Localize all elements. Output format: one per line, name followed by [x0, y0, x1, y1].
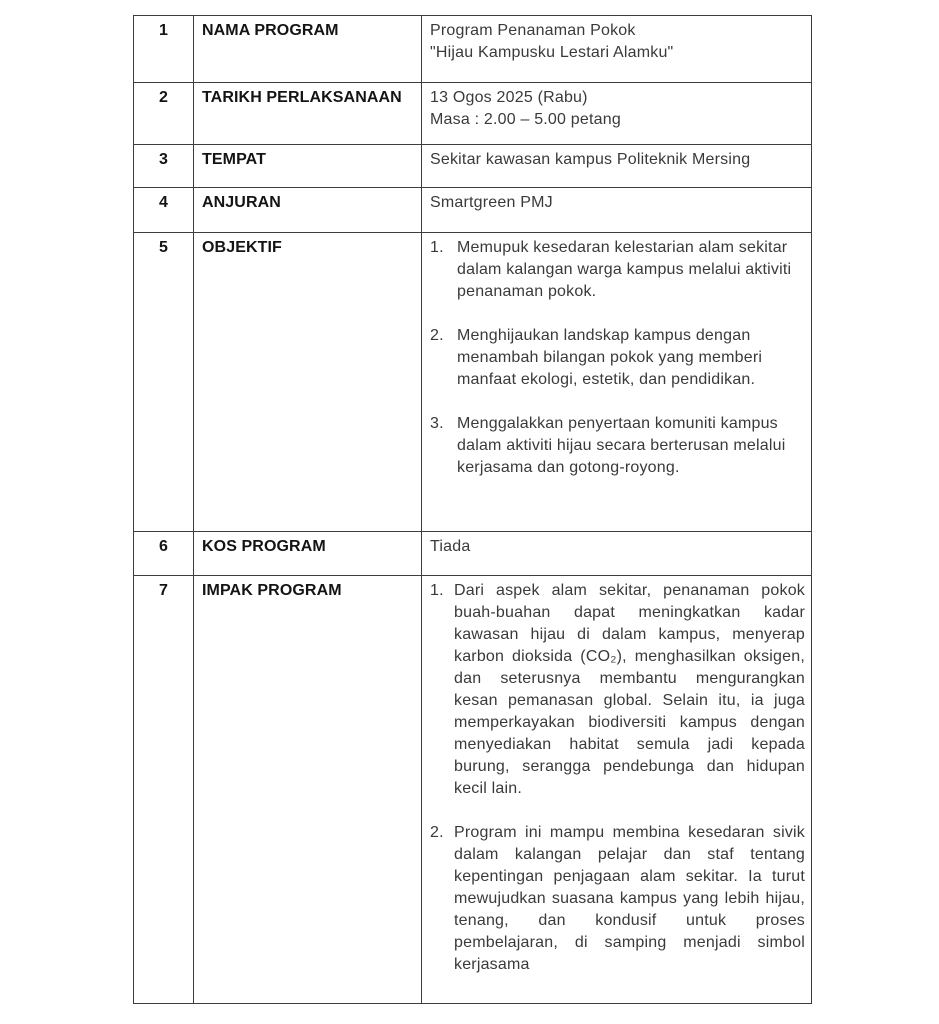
- table-row: [134, 576, 812, 1004]
- row-number: 4: [134, 188, 194, 233]
- program-info-table: [133, 15, 812, 1004]
- list-item-number: 2.: [430, 824, 444, 841]
- row-content: [422, 83, 812, 145]
- row-content: [422, 188, 812, 233]
- content-line: "Hijau Kampusku Lestari Alamku": [430, 44, 674, 61]
- row-label: OBJEKTIF: [194, 233, 422, 532]
- table-row: [134, 532, 812, 576]
- table-row: [134, 83, 812, 145]
- list-item-number: 2.: [430, 327, 444, 344]
- list-item-number: 1.: [430, 239, 444, 256]
- list-item-text: Memupuk kesedaran kelestarian alam sekitar dalam kalangan warga kampus melalui aktiviti penanaman pokok.: [457, 239, 792, 300]
- clipped-content-area: [430, 580, 805, 999]
- table-row: [134, 145, 812, 188]
- content-line: Tiada: [430, 538, 471, 555]
- list-item: [430, 325, 805, 391]
- content-line: 13 Ogos 2025 (Rabu): [430, 89, 588, 106]
- content-line: Program Penanaman Pokok: [430, 22, 636, 39]
- row-label: ANJURAN: [194, 188, 422, 233]
- list-item-text: Menghijaukan landskap kampus dengan menambah bilangan pokok yang memberi manfaat ekologi, estetik, dan pendidikan.: [457, 327, 763, 388]
- list-item: [430, 413, 805, 479]
- row-content: [422, 145, 812, 188]
- table-row: [134, 16, 812, 83]
- row-label: NAMA PROGRAM: [194, 16, 422, 83]
- list-item-text: Program ini mampu membina kesedaran sivik dalam kalangan pelajar dan staf tentang kepentingan penjagaan alam sekitar. Ia turut mewujudkan suasana kampus yang lebih hijau, tenang, dan kondusif untuk proses pembelajaran, di samping menjadi simbol kerjasama: [454, 824, 805, 973]
- row-content: [422, 233, 812, 532]
- list-item-text: Menggalakkan penyertaan komuniti kampus dalam aktiviti hijau secara berterusan melalui kerjasama dan gotong-royong.: [457, 415, 786, 476]
- content-line: Masa : 2.00 – 5.00 petang: [430, 111, 621, 128]
- row-label: KOS PROGRAM: [194, 532, 422, 576]
- row-number: 3: [134, 145, 194, 188]
- list-item-number: 1.: [430, 582, 444, 599]
- table-row: [134, 188, 812, 233]
- row-number: 5: [134, 233, 194, 532]
- row-number: 1: [134, 16, 194, 83]
- list-item-text: Dari aspek alam sekitar, penanaman pokok buah-buahan dapat meningkatkan kadar kawasan hijau di dalam kampus, menyerap karbon dioksida (CO₂), menghasilkan oksigen, dan seterusnya membantu mengurangkan kesan pemanasan global. Selain itu, ia juga memperkayakan biodiversiti kampus dengan menyediakan habitat semula jadi kepada burung, serangga pendebunga dan hidupan kecil lain.: [454, 582, 805, 797]
- list-item: [430, 580, 805, 800]
- list-item: [430, 237, 805, 303]
- row-number: 2: [134, 83, 194, 145]
- row-content: [422, 576, 812, 1004]
- row-label: TARIKH PERLAKSANAAN: [194, 83, 422, 145]
- table-row: [134, 233, 812, 532]
- row-label: IMPAK PROGRAM: [194, 576, 422, 1004]
- list-item-number: 3.: [430, 415, 444, 432]
- row-number: 7: [134, 576, 194, 1004]
- row-content: [422, 16, 812, 83]
- content-line: Sekitar kawasan kampus Politeknik Mersing: [430, 151, 751, 168]
- row-content: [422, 532, 812, 576]
- content-line: Smartgreen PMJ: [430, 194, 553, 211]
- list-item: [430, 822, 805, 976]
- row-number: 6: [134, 532, 194, 576]
- row-label: TEMPAT: [194, 145, 422, 188]
